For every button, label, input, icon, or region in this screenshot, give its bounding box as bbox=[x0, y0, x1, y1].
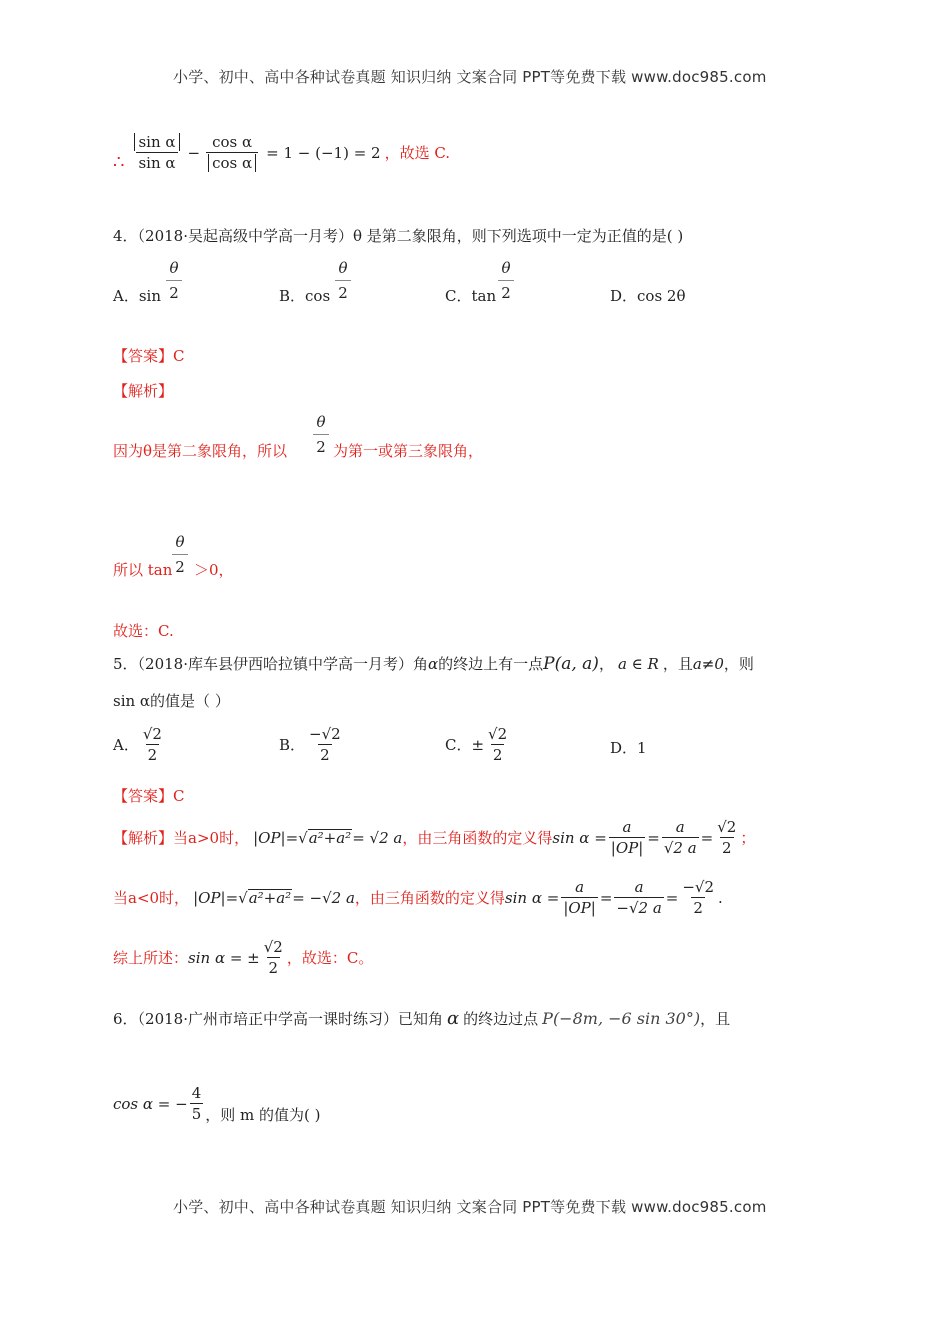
q5-analysis-line2: 当a<0时， |OP| =√ a²+a² = −√2 a ，由三角函数的定义得 sin α = $\frac{a}{|OP|}$ = $\frac{a}{-√2 a}$ = $\frac{-√2}{2}$ . bbox=[113, 878, 723, 917]
q4-analysis-line3: 故选：C. bbox=[113, 622, 174, 640]
fraction-2: $\frac{\text{cos α}}{\text{cos α}}$ bbox=[206, 132, 258, 173]
q6-stem: 6．（2018·广州市培正中学高一课时练习）已知角 α 的终边过点 P(−8m, −6 sin 30°) ，且 bbox=[113, 1008, 731, 1029]
q5-analysis-line1: 【解析】 当a>0时， |OP| =√ a²+a² = √2 a ，由三角函数的定义得 sin α = $\frac{a}{|OP|}$ = $\frac{a}{√2 a}$ = $\frac{√2}{2}$ ； bbox=[113, 818, 756, 857]
q4-a-theta-frac: θ 2 bbox=[166, 258, 182, 303]
q5-stem-line2: sin α的值是（ ） bbox=[113, 692, 230, 710]
q5-summary: 综上所述： sin α = ± $\frac{√2}{2}$ ，故选：C。 bbox=[113, 938, 374, 977]
q4-answer: 【答案】C bbox=[113, 347, 185, 365]
q4-option-b: B．cos bbox=[279, 287, 331, 305]
q5-stem: 5．（2018·库车县伊西哈拉镇中学高一月考）角 α 的终边上有一点 P(a, a) ， a ∈ R ，且 a≠0 ，则 bbox=[113, 653, 754, 674]
page-header: 小学、初中、高中各种试卷真题 知识归纳 文案合同 PPT等免费下载 www.doc985.com bbox=[173, 68, 767, 86]
q5-option-c: C．± $\frac{√2}{2}$ bbox=[445, 725, 508, 764]
q4-option-a: A．sin bbox=[113, 287, 161, 305]
page-footer: 小学、初中、高中各种试卷真题 知识归纳 文案合同 PPT等免费下载 www.doc985.com bbox=[173, 1198, 767, 1216]
q6-condition: cos α = − $\frac{4}{5}$ ，则 m 的值为( ) bbox=[113, 1084, 321, 1124]
q5-option-a: A． $\frac{√2}{2}$ bbox=[113, 725, 162, 764]
q4-analysis-line2a: 所以 tan bbox=[113, 561, 173, 579]
q4-c-theta-frac: θ 2 bbox=[498, 258, 514, 303]
q4-analysis-line1b: 为第一或第三象限角， bbox=[333, 442, 484, 460]
q4-analysis-label: 【解析】 bbox=[113, 382, 174, 400]
q4-analysis-line1a: 因为θ是第二象限角，所以 bbox=[113, 442, 288, 460]
q4-analysis-line2b: ＞0， bbox=[194, 561, 234, 579]
q4-option-d: D．cos 2θ bbox=[610, 287, 686, 305]
q4-stem: 4．（2018·吴起高级中学高一月考）θ 是第二象限角，则下列选项中一定为正值的是( ) bbox=[113, 227, 684, 245]
q4-line1-theta-frac: θ 2 bbox=[313, 412, 329, 457]
q4-line2-theta-frac: θ 2 bbox=[172, 532, 188, 577]
q5-option-b: B． $\frac{-√2}{2}$ bbox=[279, 725, 341, 764]
q4-b-theta-frac: θ 2 bbox=[335, 258, 351, 303]
q5-answer: 【答案】C bbox=[113, 787, 185, 805]
therefore-symbol: ∴ bbox=[113, 152, 125, 173]
prev-solution-line: ∴ $\frac{\text{sin α}}{\text{sin α}}$ − $\frac{\text{cos α}}{\text{cos α}}$ = 1 − (−1) = 2 ，故选 C. bbox=[113, 133, 451, 173]
q4-option-c: C．tan bbox=[445, 287, 497, 305]
fraction-1: $\frac{\text{sin α}}{\text{sin α}}$ bbox=[132, 132, 181, 173]
q5-option-d: D．1 bbox=[610, 739, 647, 757]
